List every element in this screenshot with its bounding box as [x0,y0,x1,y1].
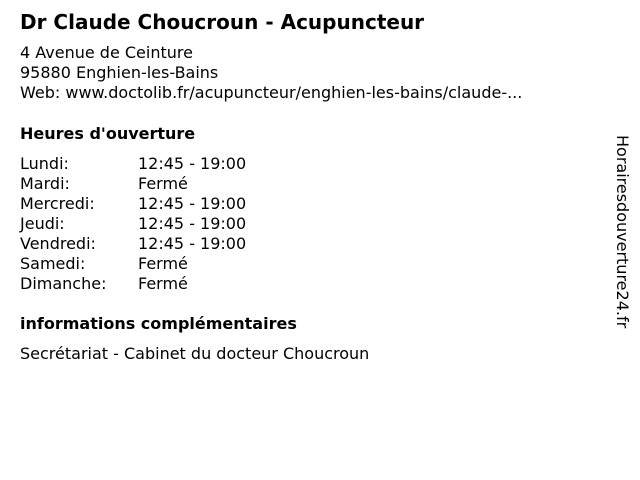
time-value: 12:45 - 19:00 [138,194,247,213]
additional-info-text: Secrétariat - Cabinet du docteur Choucroun [20,344,370,363]
day-label: Dimanche: [20,274,107,293]
day-label: Lundi: [20,154,69,173]
day-label: Vendredi: [20,234,96,253]
time-value: 12:45 - 19:00 [138,234,247,253]
time-value: 12:45 - 19:00 [138,154,247,173]
day-label: Jeudi: [20,214,65,233]
street-address: 4 Avenue de Ceinture [20,43,193,62]
time-value: 12:45 - 19:00 [138,214,247,233]
page-title: Dr Claude Choucroun - Acupuncteur [20,10,425,34]
day-label: Samedi: [20,254,86,273]
additional-info-heading: informations complémentaires [20,314,297,333]
address-block [20,43,522,103]
day-label: Mercredi: [20,194,95,213]
website-link[interactable]: Web: www.doctolib.fr/acupuncteur/enghien-les-bains/claude-... [20,83,523,102]
city-address: 95880 Enghien-les-Bains [20,63,219,82]
time-value: Fermé [138,174,188,193]
time-value: Fermé [138,254,188,273]
opening-hours-heading: Heures d'ouverture [20,124,196,143]
time-value: Fermé [138,274,188,293]
brand-watermark: Horairesdouverture24.fr [613,135,632,329]
day-label: Mardi: [20,174,70,193]
